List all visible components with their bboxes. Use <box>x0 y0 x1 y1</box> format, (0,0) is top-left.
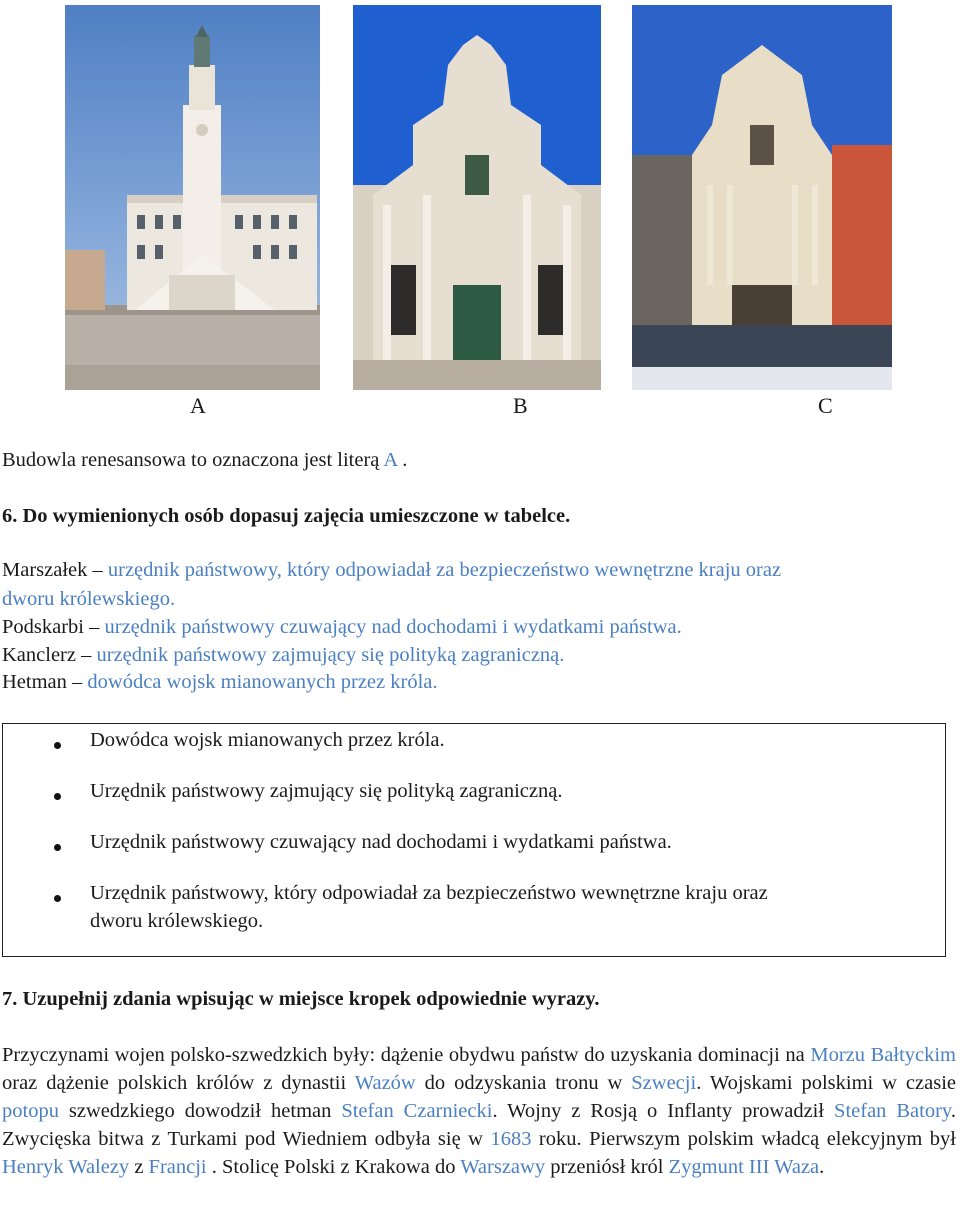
bullet-icon <box>54 742 61 749</box>
answer-5-suffix: . <box>402 449 408 471</box>
answer-text: urzędnik państwowy zajmujący się polityką zagraniczną. <box>96 644 565 666</box>
table-item: Urzędnik państwowy zajmujący się polityką zagraniczną. <box>90 780 563 802</box>
task-6-answer-hetman <box>2 671 438 694</box>
bullet-icon <box>54 793 61 800</box>
task-7-paragraph <box>2 1041 956 1181</box>
filled-answer: Henryk Walezy <box>2 1156 130 1178</box>
dash: – <box>89 616 100 638</box>
answer-text: urzędnik państwowy, który odpowiadał za bezpieczeństwo wewnętrzne kraju oraz <box>107 559 782 581</box>
text-segment: z <box>129 1156 149 1178</box>
answer-text: dowódca wojsk mianowanych przez króla. <box>87 671 438 693</box>
photo-a-town-hall <box>65 5 320 390</box>
task-7-heading: 7. Uzupełnij zdania wpisując w miejsce kropek odpowiednie wyrazy. <box>2 988 600 1010</box>
person-name: Marszałek <box>2 559 88 581</box>
answer-5-line <box>2 449 407 472</box>
text-segment: . Zwycięska bitwa z Turkami pod Wiedniem odbyła się w <box>2 1100 956 1150</box>
filled-answer: Stefan Batory <box>834 1100 951 1122</box>
task-6-heading: 6. Do wymienionych osób dopasuj zajęcia umieszczone w tabelce. <box>2 505 571 527</box>
filled-answer: 1683 <box>490 1128 532 1150</box>
task-6-answer-kanclerz <box>2 644 564 667</box>
dash: – <box>92 559 103 581</box>
table-item-cont: dworu królewskiego. <box>90 910 264 932</box>
text-segment: roku. Pierwszym polskim władcą elekcyjnym był <box>531 1128 956 1150</box>
table-item: Urzędnik państwowy czuwający nad dochodami i wydatkami państwa. <box>90 831 672 853</box>
filled-answer: Morzu Bałtyckim <box>810 1044 957 1066</box>
bullet-icon <box>54 844 61 851</box>
text-segment: szwedzkiego dowodził hetman <box>58 1100 342 1122</box>
filled-answer: Francji <box>148 1156 207 1178</box>
person-name: Kanclerz <box>2 644 76 666</box>
task-6-answer-marszalek-cont: dworu królewskiego. <box>2 588 176 610</box>
text-segment: . Stolicę Polski z Krakowa do <box>206 1156 461 1178</box>
text-segment: przeniósł król <box>545 1156 669 1178</box>
dash: – <box>81 644 92 666</box>
answer-5-value: A <box>383 449 398 471</box>
text-segment: Przyczynami wojen polsko-szwedzkich były: dążenie obydwu państw do uzyskania dominacji na <box>2 1044 811 1066</box>
text-segment: . Wojny z Rosją o Inflanty prowadził <box>492 1100 835 1122</box>
answer-5-prefix: Budowla renesansowa to oznaczona jest literą <box>2 449 380 471</box>
bullet-icon <box>54 895 61 902</box>
filled-answer: Warszawy <box>460 1156 546 1178</box>
photo-b-baroque-church <box>353 5 601 390</box>
text-segment: oraz dążenie polskich królów z dynastii <box>2 1072 355 1094</box>
photo-label-c: C <box>818 393 833 418</box>
photo-c-church <box>632 5 892 390</box>
filled-answer: Stefan Czarniecki <box>341 1100 493 1122</box>
task-6-answer-podskarbi <box>2 616 682 639</box>
table-item: Urzędnik państwowy, który odpowiadał za bezpieczeństwo wewnętrzne kraju oraz <box>90 882 768 904</box>
photo-label-a: A <box>190 393 206 418</box>
person-name: Hetman <box>2 671 67 693</box>
filled-answer: Zygmunt III Waza <box>668 1156 820 1178</box>
answer-text: urzędnik państwowy czuwający nad dochodami i wydatkami państwa. <box>104 616 682 638</box>
text-segment: do odzyskania tronu w <box>415 1072 632 1094</box>
task-6-answer-marszalek <box>2 559 781 582</box>
filled-answer: potopu <box>2 1100 59 1122</box>
text-segment: . Wojskami polskimi w czasie <box>696 1072 956 1094</box>
photo-label-b: B <box>513 393 528 418</box>
dash: – <box>72 671 83 693</box>
filled-answer: Szwecji <box>631 1072 697 1094</box>
text-segment: . <box>819 1156 825 1178</box>
filled-answer: Wazów <box>354 1072 416 1094</box>
person-name: Podskarbi <box>2 616 84 638</box>
table-item: Dowódca wojsk mianowanych przez króla. <box>90 729 445 751</box>
